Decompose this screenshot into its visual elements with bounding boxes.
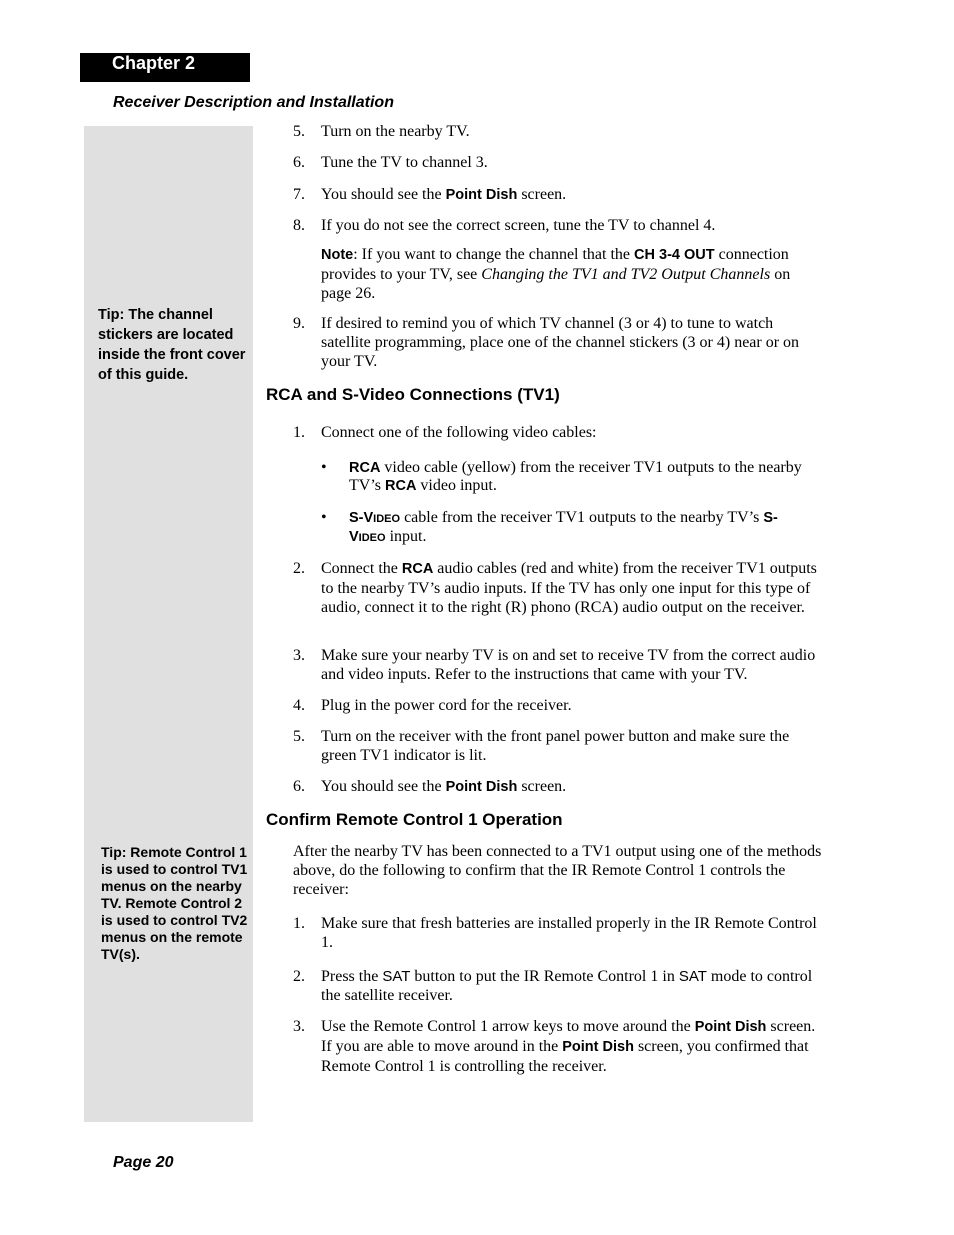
step-number: 7. — [293, 186, 305, 203]
section-title: Receiver Description and Installation — [113, 94, 394, 111]
step-number: 6. — [293, 778, 305, 795]
remote-heading: Confirm Remote Control 1 Operation — [266, 810, 563, 829]
step-number: 3. — [293, 1018, 305, 1035]
step-text: Turn on the nearby TV. — [321, 123, 470, 140]
step-text: Connect the RCA audio cables (red and white) from the receiver TV1 outputs to the nearby TV’s audio inputs. If the TV has only one input for this type of audio, connect it to the right (R) phono (RCA) audio output on the receiver. — [321, 560, 817, 616]
note-paragraph: Note: If you want to change the channel that the CH 3-4 OUT connection provides to your TV, see Changing the TV1 and TV2 Output Channels on page 26. — [321, 246, 791, 302]
step-number: 2. — [293, 560, 305, 577]
bullet-icon: • — [321, 509, 327, 526]
step-text: Make sure that fresh batteries are installed properly in the IR Remote Control 1. — [321, 915, 817, 951]
step-number: 5. — [293, 728, 305, 745]
bullet-icon: • — [321, 459, 327, 476]
step-number: 3. — [293, 647, 305, 664]
ui-term: Point Dish — [445, 187, 518, 203]
step-text: Turn on the receiver with the front panel power button and make sure the green TV1 indicator is lit. — [321, 728, 790, 764]
bullet-text: S-VIDEO cable from the receiver TV1 outputs to the nearby TV’s S- VIDEO input. — [349, 509, 778, 545]
key-label: SAT — [382, 968, 411, 985]
step-text: Plug in the power cord for the receiver. — [321, 697, 572, 714]
step-text: You should see the Point Dish screen. — [321, 778, 567, 795]
step-text: Use the Remote Control 1 arrow keys to move around the Point Dish screen. If you are able to move around in the Point Dish screen, you confirmed that Remote Control 1 is controlling the receiver. — [321, 1018, 816, 1075]
step-number: 1. — [293, 424, 305, 441]
step-number: 8. — [293, 217, 305, 234]
step-text: Tune the TV to channel 3. — [321, 154, 488, 171]
chapter-tab — [80, 53, 250, 82]
bullet-text: RCA video cable (yellow) from the receiver TV1 outputs to the nearby TV’s RCA video input. — [349, 459, 802, 494]
step-number: 6. — [293, 154, 305, 171]
step-number: 2. — [293, 968, 305, 985]
chapter-label: Chapter 2 — [112, 53, 196, 73]
cross-reference: Changing the TV1 and TV2 Output Channels — [481, 266, 771, 283]
page-number: Page 20 — [113, 1154, 174, 1171]
step-text: Make sure your nearby TV is on and set to receive TV from the correct audio and video inputs. Refer to the instructions that came with your TV. — [321, 647, 816, 683]
step-number: 9. — [293, 315, 305, 332]
key-label: SAT — [678, 968, 707, 985]
step-number: 4. — [293, 697, 305, 714]
remote-intro: After the nearby TV has been connected to a TV1 output using one of the methods above, do the following to confirm that the IR Remote Control 1 controls the receiver: — [293, 843, 822, 898]
step-text: Press the SAT button to put the IR Remote Control 1 in SAT mode to control the satellite receiver. — [321, 968, 813, 1004]
step-text: You should see the Point Dish screen. — [321, 186, 567, 203]
rca-heading: RCA and S-Video Connections (TV1) — [266, 385, 560, 404]
step-number: 1. — [293, 915, 305, 932]
tip-remote-control: Tip: Remote Control 1 is used to control TV1 menus on the nearby TV. Remote Control 2 is used to control TV2 menus on the remote TV(s). — [101, 844, 248, 962]
sidebar — [84, 126, 253, 1122]
step-text: Connect one of the following video cables: — [321, 424, 597, 441]
step-number: 5. — [293, 123, 305, 140]
step-text: If desired to remind you of which TV channel (3 or 4) to tune to watch satellite programming, place one of the channel stickers (3 or 4) near or on your TV. — [321, 315, 800, 370]
step-text: If you do not see the correct screen, tune the TV to channel 4. — [321, 217, 716, 234]
tip-channel-stickers: Tip: The channel stickers are located inside the front cover of this guide. — [98, 307, 246, 383]
note-label: Note — [321, 247, 354, 263]
